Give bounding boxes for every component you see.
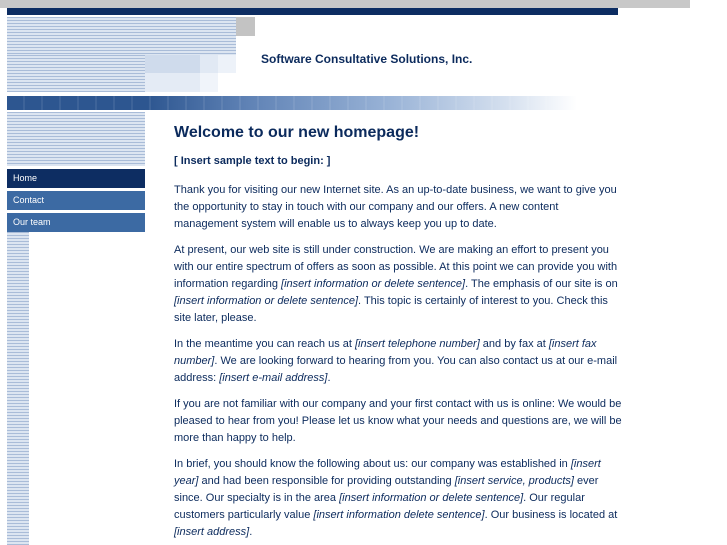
body-paragraph — [174, 182, 624, 233]
paragraph-text: . Our business is located at — [484, 509, 618, 521]
paragraph-text: . The emphasis of our site is on — [465, 278, 618, 290]
paragraph-text: At present, our web site is still under construction. We are making an effort to present you with our entire spectrum of offers as soon as possible. At this point we can provide you with information regarding — [174, 244, 618, 290]
body-paragraph — [174, 336, 624, 387]
top-navy-bar — [7, 8, 618, 15]
header-tile — [218, 55, 236, 73]
nav-item-home[interactable]: Home — [7, 169, 145, 188]
paragraph-text: Thank you for visiting our new Internet site. As an up-to-date business, we want to give you the opportunity to stay in touch with our company and our offers. A new content management system will enable us to always keep you up to date. — [174, 184, 617, 230]
paragraph-text: In brief, you should know the following about us: our company was established in — [174, 458, 571, 470]
sidebar-stripe-column — [7, 232, 29, 545]
paragraph-text: If you are not familiar with our company and your first contact with us is online: We would be pleased to hear from you! Please let us know what your needs and questions are, we will be more than happy to help. — [174, 398, 622, 444]
placeholder-text: [insert information or delete sentence] — [281, 278, 466, 290]
header-tile — [200, 73, 218, 92]
header-gray-square — [236, 17, 255, 36]
paragraph-text: and had been responsible for providing outstanding — [198, 475, 455, 487]
header-tile — [145, 73, 200, 92]
body-paragraph — [174, 242, 624, 327]
header-gradient-steps — [7, 96, 577, 110]
placeholder-text: [insert information or delete sentence] — [174, 295, 359, 307]
page-title: Welcome to our new homepage! — [174, 124, 420, 141]
paragraph-text: ever since. Our specialty is in the area — [174, 475, 599, 504]
paragraph-text: . This topic is certainly of interest to you. Check this site later, please. — [174, 295, 608, 324]
nav-item-our-team[interactable]: Our team — [7, 213, 145, 232]
placeholder-text: [insert year] — [174, 458, 601, 487]
sidebar-nav — [7, 169, 145, 235]
paragraph-text: . Our regular customers particularly value — [174, 492, 585, 521]
main-content — [174, 124, 624, 545]
placeholder-text: [insert service, products] — [454, 475, 574, 487]
intro-text: [ Insert sample text to begin: ] — [174, 155, 331, 167]
body-paragraph — [174, 396, 624, 447]
placeholder-text: [insert fax number] — [174, 338, 597, 367]
paragraph-text: . — [327, 372, 331, 384]
body-paragraphs — [174, 182, 624, 541]
nav-item-contact[interactable]: Contact — [7, 191, 145, 210]
header-tile — [145, 55, 200, 73]
top-gray-bar — [0, 0, 690, 8]
placeholder-text: [insert information or delete sentence] — [339, 492, 524, 504]
header-stripe-pattern-lower — [7, 55, 145, 92]
paragraph-text: In the meantime you can reach us at — [174, 338, 355, 350]
sidebar-stripe-pattern — [7, 112, 145, 166]
company-name: Software Consultative Solutions, Inc. — [261, 52, 473, 66]
paragraph-text: . — [249, 526, 253, 538]
placeholder-text: [insert address] — [174, 526, 250, 538]
header-stripe-pattern — [7, 17, 236, 55]
placeholder-text: [insert e-mail address] — [219, 372, 328, 384]
body-paragraph — [174, 456, 624, 541]
header-tile — [200, 55, 218, 73]
paragraph-text: and by fax at — [479, 338, 549, 350]
placeholder-text: [insert information delete sentence] — [313, 509, 485, 521]
paragraph-text: . We are looking forward to hearing from you. You can also contact us at our e-mail address: — [174, 355, 618, 384]
placeholder-text: [insert telephone number] — [355, 338, 480, 350]
